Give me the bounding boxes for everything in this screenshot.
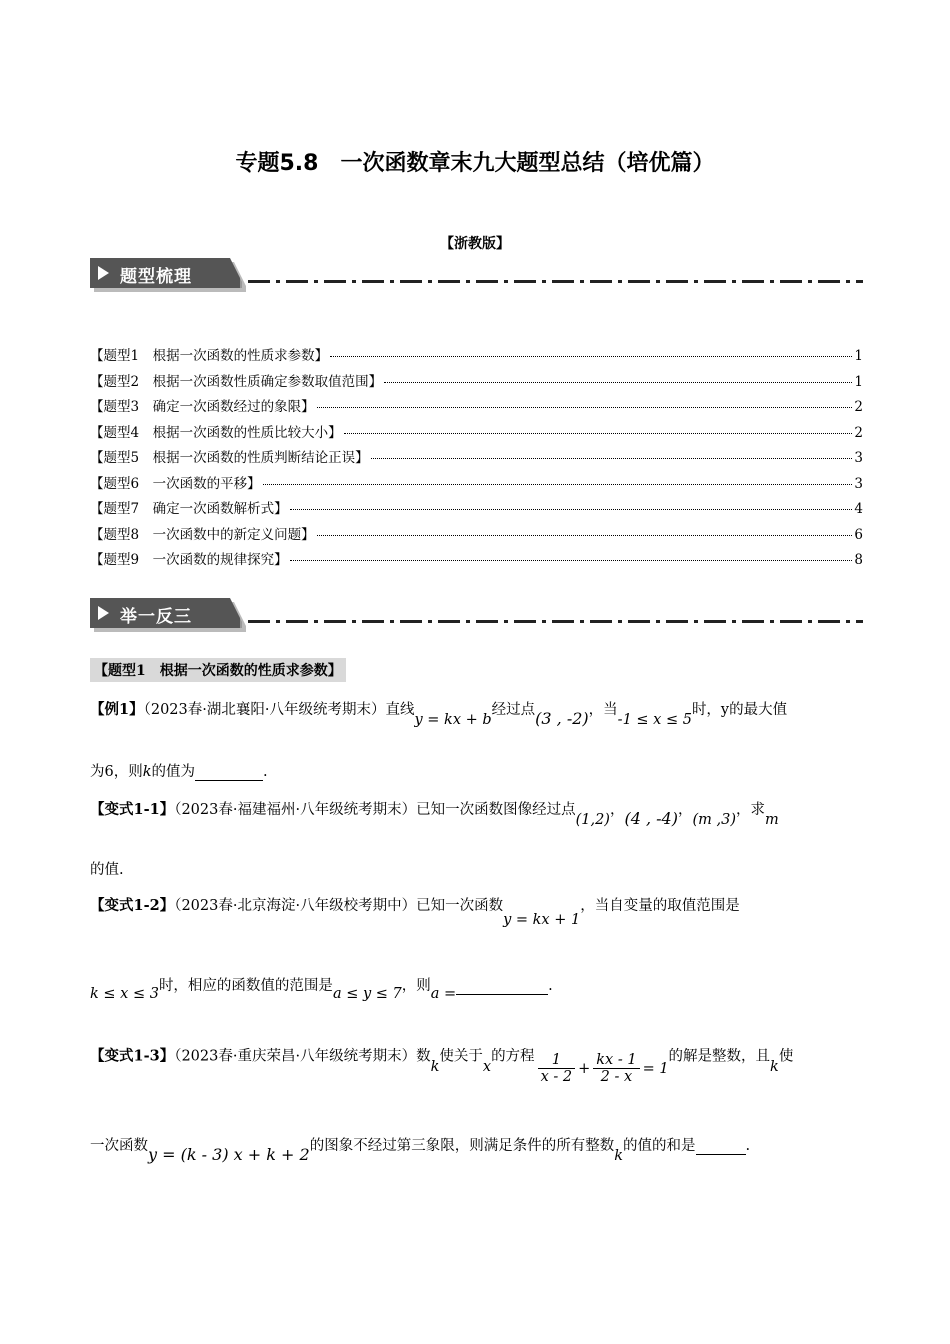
point: (3 , -2) <box>535 709 589 728</box>
dash-rule <box>248 280 863 283</box>
variant-1-3-line-2 <box>90 1134 751 1164</box>
toc-leader <box>317 535 853 536</box>
example-1-line-1 <box>90 698 788 728</box>
fraction-1 <box>538 1052 576 1085</box>
toc-leader <box>263 484 853 485</box>
var-k: k <box>770 1058 779 1075</box>
toc-label: 【题型4 根据一次函数的性质比较大小】 <box>90 424 342 441</box>
equals: = 1 <box>642 1060 669 1077</box>
toc-label: 【题型3 确定一次函数经过的象限】 <box>90 399 315 415</box>
toc-label: 【题型9 一次函数的规律探究】 <box>90 552 288 568</box>
answer-blank[interactable] <box>195 764 263 781</box>
var-k: k <box>142 764 152 780</box>
section-banner-overview <box>90 258 863 292</box>
var-m: m <box>764 812 779 828</box>
toc-item[interactable] <box>90 472 863 498</box>
toc-leader <box>290 509 853 510</box>
toc-item[interactable] <box>90 548 863 574</box>
toc-page: 1 <box>854 348 863 364</box>
text: . <box>263 764 268 780</box>
section-title: 题型梳理 <box>120 267 192 287</box>
variant-1-1-line-1: 【变式1-1】（2023春·福建福州·八年级统考期末）已知一次函数图像经过点(1,2)，(4 , -4)，(m ,3)，求m <box>90 801 779 828</box>
text: 经过点 <box>491 702 536 718</box>
toc-item[interactable] <box>90 370 863 396</box>
example-tag: 【例1】 <box>90 701 144 718</box>
text: 时，y的最大值 <box>691 702 788 718</box>
var-k: k <box>614 1148 623 1164</box>
variant-1-1-line-2: 的值. <box>90 862 124 878</box>
toc-leader <box>344 433 853 434</box>
variant-tag: 【变式1-3】 <box>90 1047 175 1065</box>
play-triangle-icon <box>98 266 109 280</box>
range: a ≤ y ≤ 7 <box>332 986 402 1002</box>
toc-page: 6 <box>854 526 863 543</box>
text: . <box>745 1138 751 1154</box>
variant-1-3-line-1 <box>90 1040 794 1085</box>
point: (m ,3) <box>692 812 736 828</box>
text: 时，相应的函数值的范围是 <box>158 978 333 994</box>
source-text: （2023春·福建福州·八年级统考期末）已知一次函数图像经过点 <box>174 802 576 818</box>
text: 的方程 <box>491 1048 535 1065</box>
toc-item[interactable] <box>90 344 863 370</box>
toc-label: 【题型6 一次函数的平移】 <box>90 475 261 492</box>
table-of-contents <box>90 344 863 574</box>
range: k ≤ x ≤ 3 <box>90 986 159 1002</box>
point: (4 , -4) <box>624 809 678 828</box>
var-k: k <box>430 1058 440 1075</box>
toc-item[interactable] <box>90 395 863 421</box>
toc-label: 【题型8 一次函数中的新定义问题】 <box>90 526 315 543</box>
answer-blank[interactable] <box>696 1138 746 1155</box>
text: 的解是整数，且 <box>668 1048 771 1065</box>
denominator: 2 - x <box>600 1069 633 1085</box>
variant-1-2-line-1 <box>90 894 740 928</box>
fraction-2 <box>593 1052 639 1085</box>
formula: y = kx + 1 <box>503 912 581 928</box>
text: 的值为 <box>151 764 196 780</box>
example-1-line-2 <box>90 760 268 781</box>
text: ，则 <box>401 978 431 994</box>
var-x: x <box>482 1058 492 1075</box>
toc-label: 【题型7 确定一次函数解析式】 <box>90 501 288 517</box>
toc-leader <box>384 382 852 383</box>
formula: y = (k - 3) x + k + 2 <box>148 1145 310 1164</box>
page-title: 专题5.8 一次函数章末九大题型总结（培优篇） <box>235 151 715 176</box>
variant-tag: 【变式1-2】 <box>90 897 175 914</box>
plus-sign: + <box>578 1060 591 1077</box>
variant-tag: 【变式1-1】 <box>90 801 175 818</box>
numerator: 1 <box>538 1052 576 1069</box>
toc-page: 3 <box>854 450 863 466</box>
toc-page: 4 <box>854 501 863 517</box>
point: (1,2) <box>575 812 610 828</box>
text: 一次函数 <box>90 1138 148 1154</box>
range: -1 ≤ x ≤ 5 <box>617 712 692 728</box>
toc-leader <box>290 560 853 561</box>
play-triangle-icon <box>98 606 109 620</box>
var-a: a = <box>430 986 457 1002</box>
section-title: 举一反三 <box>120 607 192 627</box>
text: ，当自变量的取值范围是 <box>580 898 740 914</box>
text: 的图象不经过第三象限，则满足条件的所有整数 <box>309 1138 615 1154</box>
text: ，当 <box>588 702 618 718</box>
toc-item[interactable] <box>90 446 863 472</box>
topic-heading: 【题型1 根据一次函数的性质求参数】 <box>90 658 346 682</box>
text: 的值的和是 <box>623 1138 696 1154</box>
text: 使关于 <box>439 1048 483 1065</box>
toc-page: 2 <box>854 399 863 415</box>
toc-item[interactable] <box>90 523 863 549</box>
edition-label: 【浙教版】 <box>440 236 510 252</box>
text: 使 <box>778 1048 794 1065</box>
section-banner-practice <box>90 598 863 632</box>
text: 求 <box>750 802 765 818</box>
source-text: （2023春·北京海淀·八年级校考期中）已知一次函数 <box>174 898 504 914</box>
variant-1-2-line-2 <box>90 974 553 1002</box>
toc-page: 1 <box>854 373 863 390</box>
toc-page: 2 <box>854 424 863 441</box>
toc-label: 【题型5 根据一次函数的性质判断结论正误】 <box>90 450 369 466</box>
toc-label: 【题型1 根据一次函数的性质求参数】 <box>90 348 329 364</box>
source-text: （2023春·湖北襄阳·八年级统考期末）直线 <box>143 702 415 718</box>
toc-item[interactable] <box>90 421 863 447</box>
toc-leader <box>317 407 853 408</box>
toc-label: 【题型2 根据一次函数性质确定参数取值范围】 <box>90 373 383 390</box>
dash-rule <box>248 620 863 623</box>
toc-leader <box>330 356 852 357</box>
source-text: （2023春·重庆荣昌·八年级统考期末）数 <box>174 1048 431 1065</box>
formula: y = kx + b <box>414 712 492 728</box>
answer-blank[interactable] <box>456 978 548 995</box>
toc-item[interactable] <box>90 497 863 523</box>
denominator: x - 2 <box>540 1069 573 1085</box>
numerator: kx - 1 <box>593 1052 639 1069</box>
toc-leader <box>371 458 853 459</box>
toc-page: 3 <box>854 475 863 492</box>
text: . <box>548 978 553 994</box>
text: 为6，则 <box>90 764 143 780</box>
toc-page: 8 <box>854 552 863 568</box>
